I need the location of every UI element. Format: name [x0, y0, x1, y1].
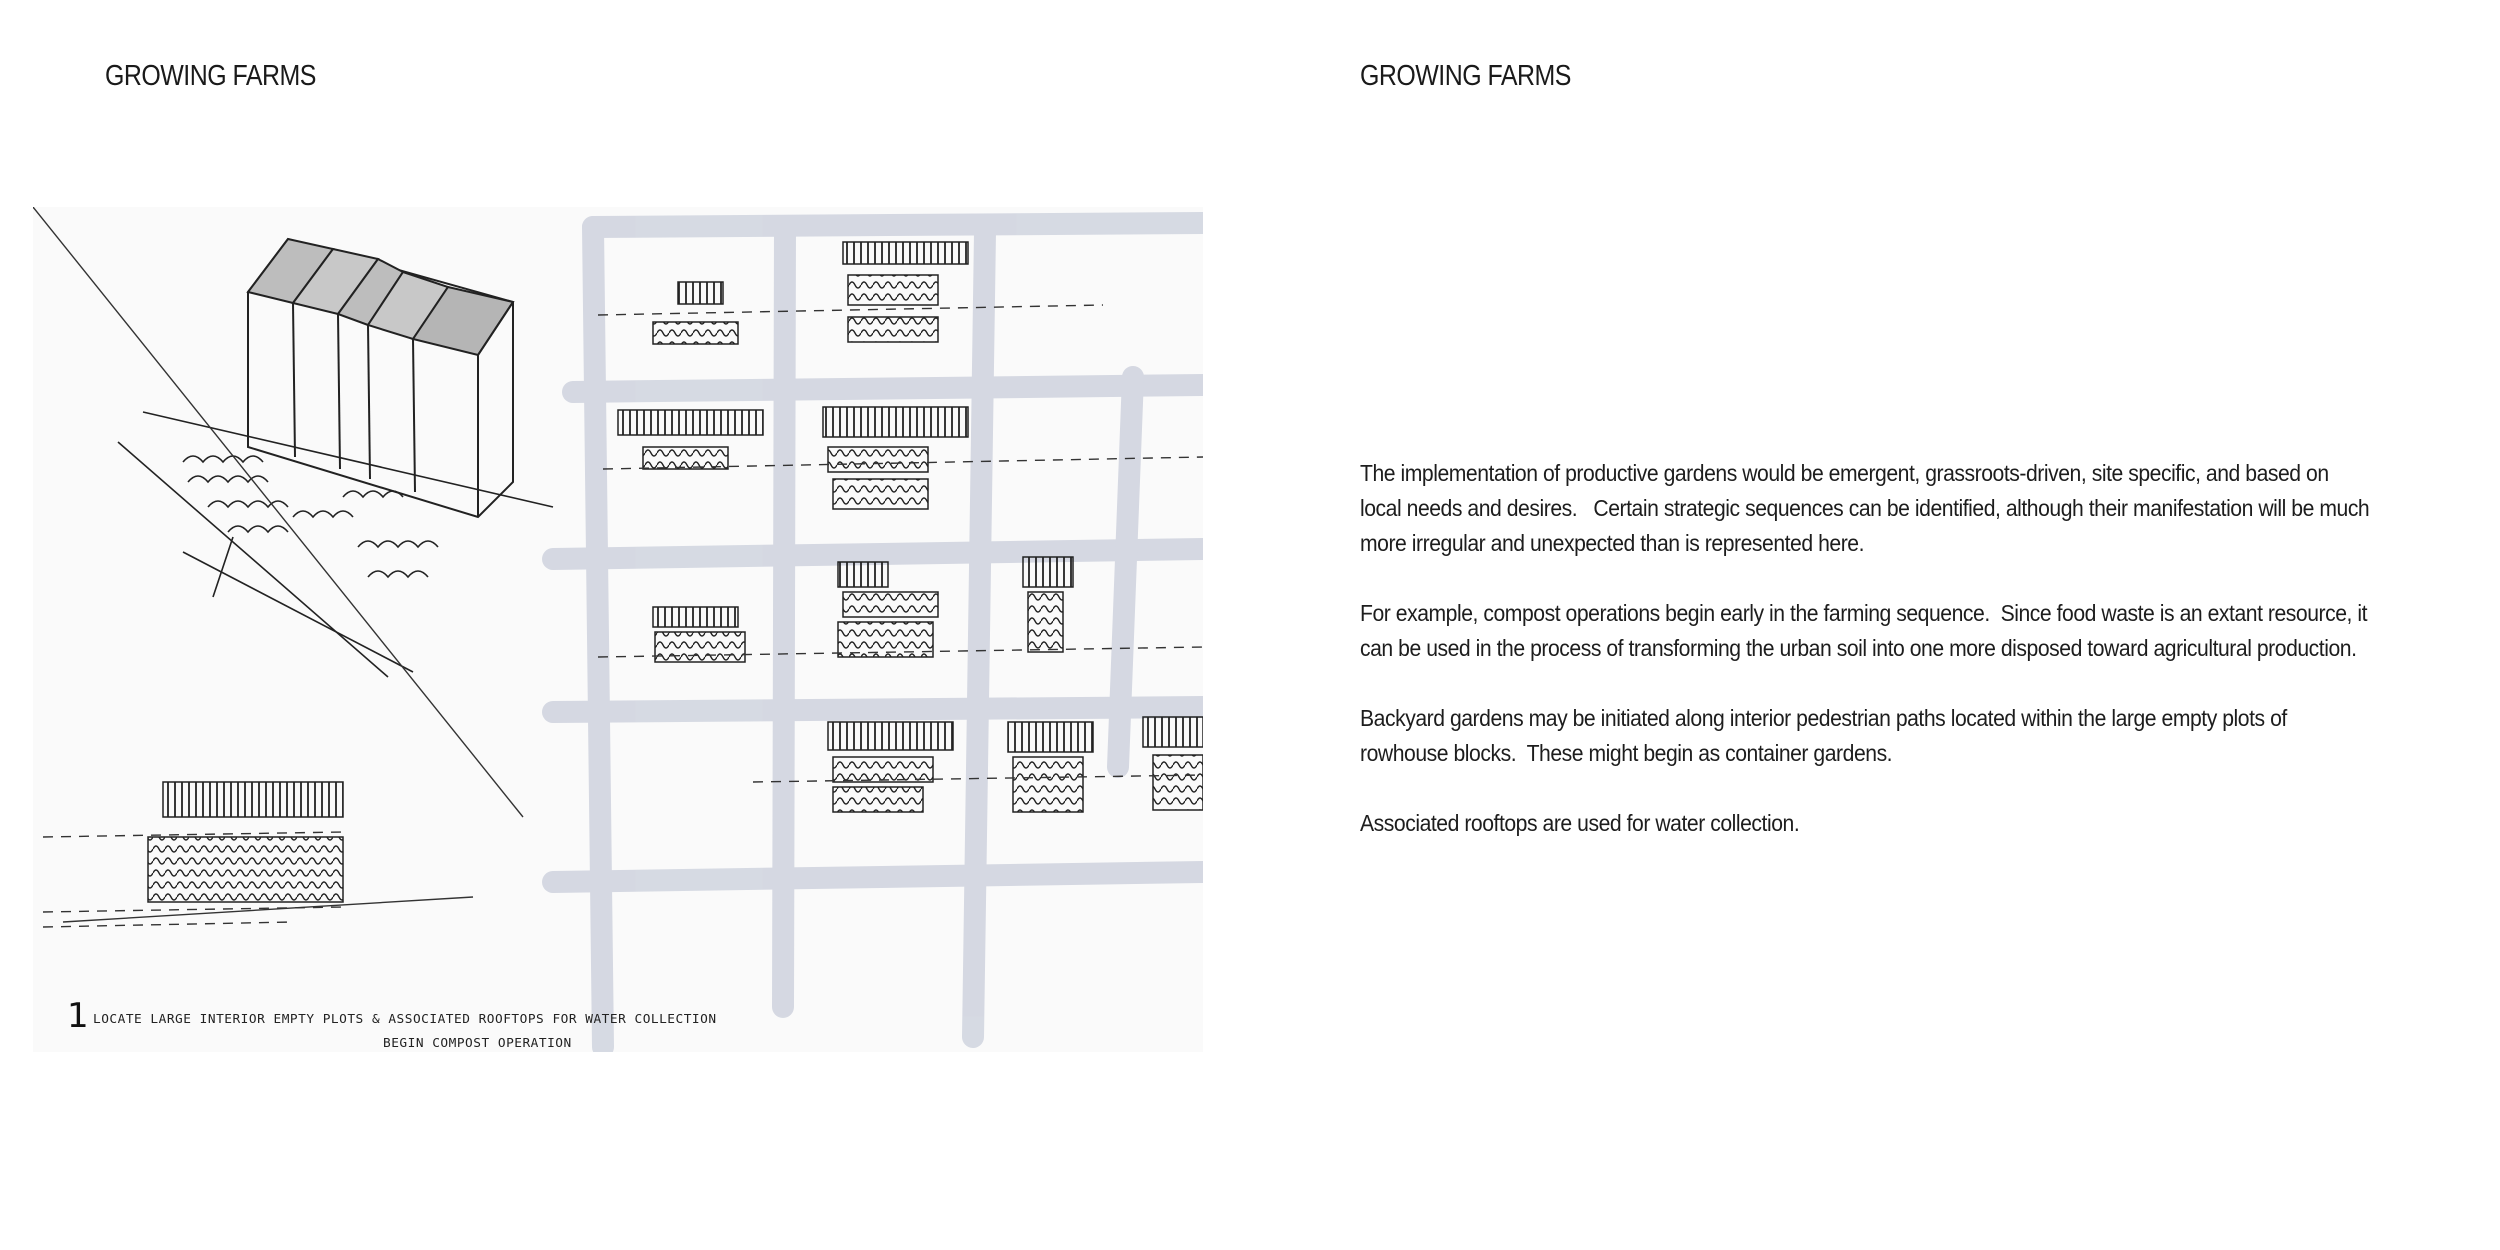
- sketch-drawing: [33, 207, 1203, 1052]
- sketch-caption-line1: LOCATE LARGE INTERIOR EMPTY PLOTS & ASSOCIATED ROOFTOPS FOR WATER COLLECTION: [93, 1012, 717, 1027]
- right-page: [1250, 0, 2500, 1250]
- page-heading: GROWING FARMS: [1360, 60, 1571, 92]
- paragraph: For example, compost operations begin early in the farming sequence. Since food waste is an extant resource, it can be used in the process of transforming the urban soil into one more disposed toward agricultural production.: [1360, 600, 2373, 661]
- paragraph: Associated rooftops are used for water collection.: [1360, 810, 1800, 836]
- step-number: 1: [67, 996, 89, 1036]
- paragraph: Backyard gardens may be initiated along interior pedestrian paths located within the large empty plots of rowhouse blocks. These might begin as container gardens.: [1360, 705, 2293, 766]
- garden-scribbles: [183, 456, 438, 577]
- site-sketch: [33, 207, 1203, 1052]
- rowhouse-massing: [248, 239, 513, 517]
- paragraph: The implementation of productive gardens would be emergent, grassroots-driven, site specific, and based on local needs and desires. Certain strategic sequences can be identified, although their manifestation will be much more irregular and unexpected than is represented here.: [1360, 460, 2375, 556]
- sketch-caption-line2: BEGIN COMPOST OPERATION: [383, 1036, 572, 1051]
- building-blocks: [148, 242, 1203, 902]
- diagonal-streets: [118, 412, 553, 677]
- body-text: [1360, 456, 2460, 876]
- page-heading: GROWING FARMS: [105, 60, 316, 92]
